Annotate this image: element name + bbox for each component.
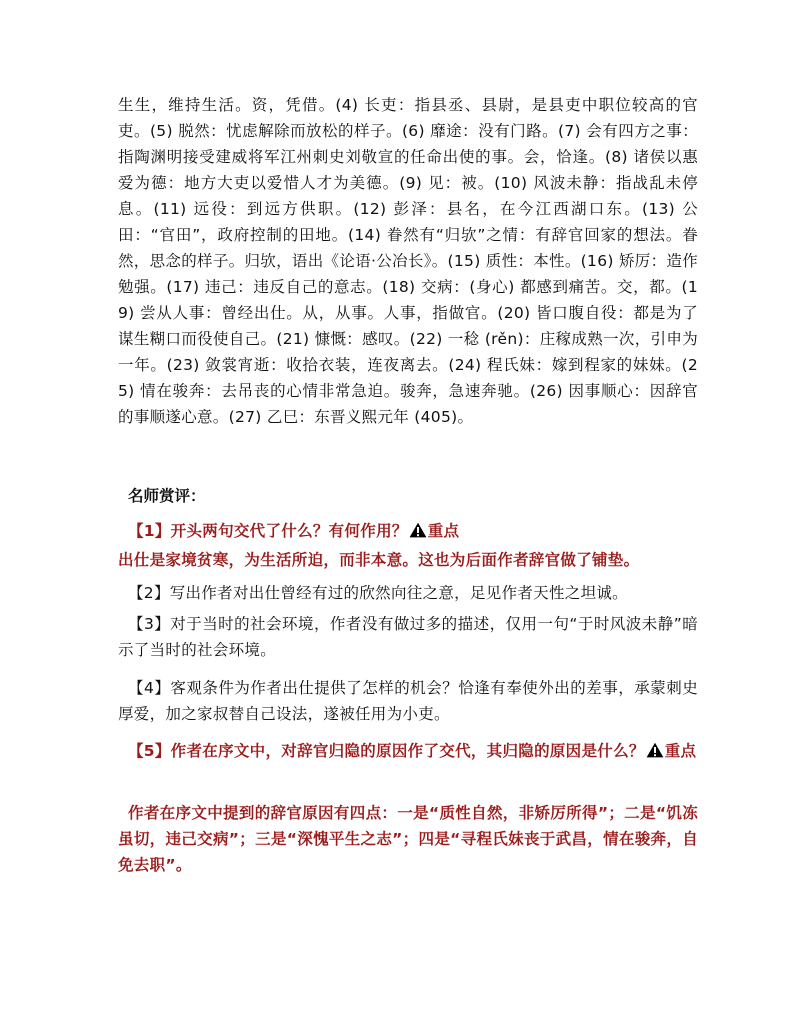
section-heading: 名师赏评：: [128, 487, 206, 505]
comment-item-3: 【3】对于当时的社会环境，作者没有做过多的描述，仅用一句“于时风波未静”暗示了当时的社会环境。: [118, 615, 698, 659]
question-text-5: 【5】作者在序文中，对辞官归隐的原因作了交代，其归隐的原因是什么？: [128, 742, 645, 760]
warning-triangle-icon: [646, 742, 664, 758]
question-text-1: 【1】开头两句交代了什么？有何作用？: [128, 522, 408, 540]
answer-item-5: 作者在序文中提到的辞官原因有四点：一是“质性自然，非矫厉所得”；二是“饥冻虽切，违己交病”；三是“深愧平生之志”；四是“寻程氏妹丧于武昌，情在骏奔，自免去职”。: [118, 804, 698, 874]
answer-item-1: 出仕是家境贫寒，为生活所迫，而非本意。这也为后面作者辞官做了铺垫。: [118, 551, 640, 569]
comment-item-4: 【4】客观条件为作者出仕提供了怎样的机会？恰逢有奉使外出的差事，承蒙刺史厚爱，加之家叔替自己设法，遂被任用为小吏。: [118, 679, 698, 723]
question-item-5: [118, 738, 698, 764]
comment-item-2: 【2】写出作者对出仕曾经有过的欣然向往之意，足见作者天性之坦诚。: [128, 584, 628, 602]
question-item-1: [118, 518, 698, 544]
annotation-notes: 生生，维持生活。资，凭借。(4) 长吏：指县丞、县尉，是县吏中职位较高的官吏。(5) 脱然：忧虑解除而放松的样子。(6) 靡途：没有门路。(7) 会有四方之事：指陶渊明接受建威将军江州刺史刘敬宣的任命出使的事。会，恰逢。(8) 诸侯以惠爱为德：地方大吏以爱惜人才为美德。(9) 见：被。(10) 风波未静：指战乱未停息。(11) 远役：到远方供职。(12) 彭泽：县名，在今江西湖口东。(13) 公田：“官田”，政府控制的田地。(14) 眷然有“归欤”之情：有辞官回家的想法。眷然，思念的样子。归欤，语出《论语·公冶长》。(15) 质性：本性。(16) 矫厉：造作勉强。(17) 违己：违反自己的意志。(18) 交病：(身心) 都感到痛苦。交，都。(19) 尝从人事：曾经出仕。从，从事。人事，指做官。(20) 皆口腹自役：都是为了谋生糊口而役使自己。(21) 慷慨：感叹。(22) 一稔 (rěn)：庄稼成熟一次，引申为一年。(23) 敛裳宵逝：收拾衣装，连夜离去。(24) 程氏妹：嫁到程家的妹妹。(25) 情在骏奔：去吊丧的心情非常急迫。骏奔，急速奔驰。(26) 因事顺心：因辞官的事顺遂心意。(27) 乙巳：东晋义熙元年 (405)。: [118, 96, 698, 426]
warning-triangle-icon: [409, 522, 427, 538]
key-point-tag-1: 重点: [427, 522, 460, 540]
key-point-tag-5: 重点: [664, 742, 697, 760]
